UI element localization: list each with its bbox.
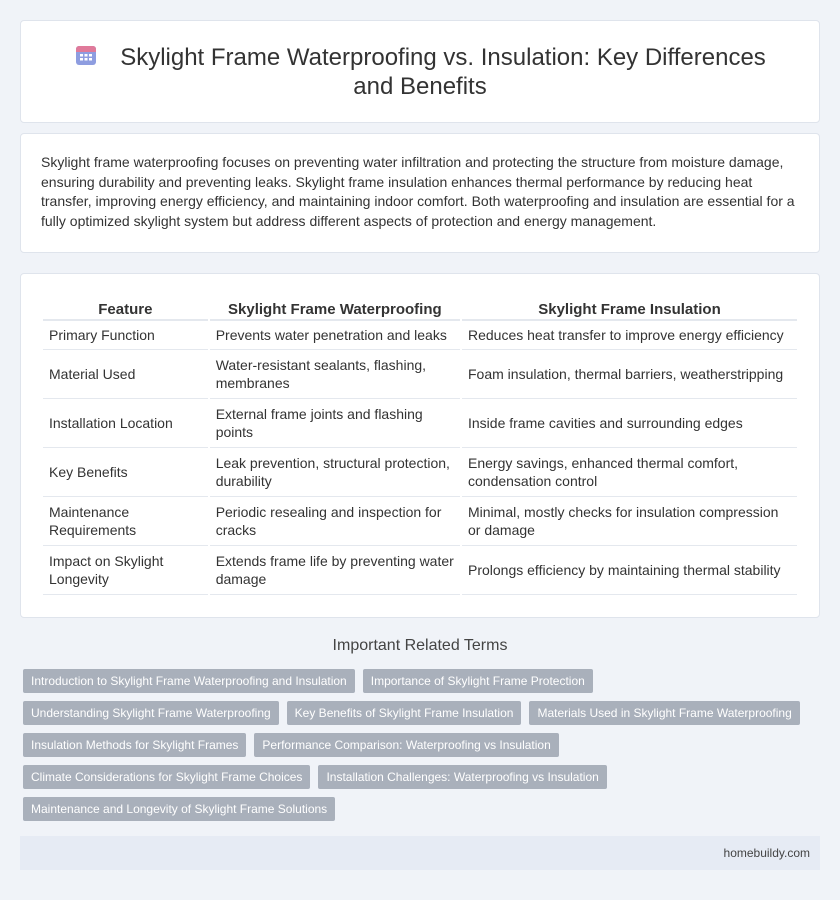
page-title: Skylight Frame Waterproofing vs. Insulation: Key Differences and Benefits — [120, 44, 766, 100]
table-cell: Minimal, mostly checks for insulation compression or damage — [462, 497, 797, 546]
table-cell: Material Used — [43, 350, 208, 399]
table-header-row — [43, 294, 797, 321]
table-cell: Leak prevention, structural protection, durability — [210, 448, 460, 497]
related-term-tag[interactable]: Performance Comparison: Waterproofing vs Insulation — [254, 733, 558, 757]
table-cell: External frame joints and flashing points — [210, 399, 460, 448]
column-header-feature: Feature — [43, 294, 208, 321]
table-cell: Foam insulation, thermal barriers, weatherstripping — [462, 350, 797, 399]
table-cell: Inside frame cavities and surrounding edges — [462, 399, 797, 448]
related-terms-title: Important Related Terms — [332, 637, 508, 654]
title-card — [20, 20, 820, 123]
table-cell: Installation Location — [43, 399, 208, 448]
table-row — [43, 546, 797, 595]
page-title-container — [51, 43, 789, 101]
related-term-tag[interactable]: Understanding Skylight Frame Waterproofing — [23, 701, 279, 725]
table-cell: Reduces heat transfer to improve energy efficiency — [462, 321, 797, 350]
related-term-tag[interactable]: Maintenance and Longevity of Skylight Frame Solutions — [23, 797, 335, 821]
table-row — [43, 399, 797, 448]
table-cell: Impact on Skylight Longevity — [43, 546, 208, 595]
related-term-tag[interactable]: Importance of Skylight Frame Protection — [363, 669, 593, 693]
calendar-icon — [74, 43, 98, 67]
table-cell: Primary Function — [43, 321, 208, 350]
comparison-card — [20, 273, 820, 618]
related-term-tag[interactable]: Key Benefits of Skylight Frame Insulation — [287, 701, 522, 725]
related-term-tag[interactable]: Introduction to Skylight Frame Waterproofing and Insulation — [23, 669, 355, 693]
table-row — [43, 497, 797, 546]
table-row — [43, 448, 797, 497]
related-term-tag[interactable]: Insulation Methods for Skylight Frames — [23, 733, 246, 757]
comparison-table — [41, 294, 799, 595]
column-header-waterproofing: Skylight Frame Waterproofing — [210, 294, 460, 321]
table-cell: Extends frame life by preventing water damage — [210, 546, 460, 595]
footer-site-name[interactable]: homebuildy.com — [723, 846, 810, 860]
table-cell: Key Benefits — [43, 448, 208, 497]
column-header-insulation: Skylight Frame Insulation — [462, 294, 797, 321]
intro-paragraph: Skylight frame waterproofing focuses on preventing water infiltration and protecting the structure from moisture damage, ensuring durability and preventing leaks. Skylight frame insulation enhances thermal performance by reducing heat transfer, improving energy efficiency, and maintaining indoor comfort. Both waterproofing and insulation are essential for a fully optimized skylight system but address different aspects of protection and energy management. — [41, 154, 795, 229]
table-row — [43, 350, 797, 399]
related-term-tag[interactable]: Materials Used in Skylight Frame Waterproofing — [529, 701, 799, 725]
related-term-tag[interactable]: Installation Challenges: Waterproofing vs Insulation — [318, 765, 606, 789]
related-term-tag[interactable]: Climate Considerations for Skylight Frame Choices — [23, 765, 310, 789]
table-cell: Energy savings, enhanced thermal comfort, condensation control — [462, 448, 797, 497]
footer — [20, 836, 820, 870]
table-cell: Water-resistant sealants, flashing, membranes — [210, 350, 460, 399]
table-cell: Maintenance Requirements — [43, 497, 208, 546]
table-cell: Prolongs efficiency by maintaining thermal stability — [462, 546, 797, 595]
table-row — [43, 321, 797, 350]
table-cell: Prevents water penetration and leaks — [210, 321, 460, 350]
related-terms-list — [23, 669, 803, 821]
table-cell: Periodic resealing and inspection for cracks — [210, 497, 460, 546]
intro-card — [20, 133, 820, 253]
